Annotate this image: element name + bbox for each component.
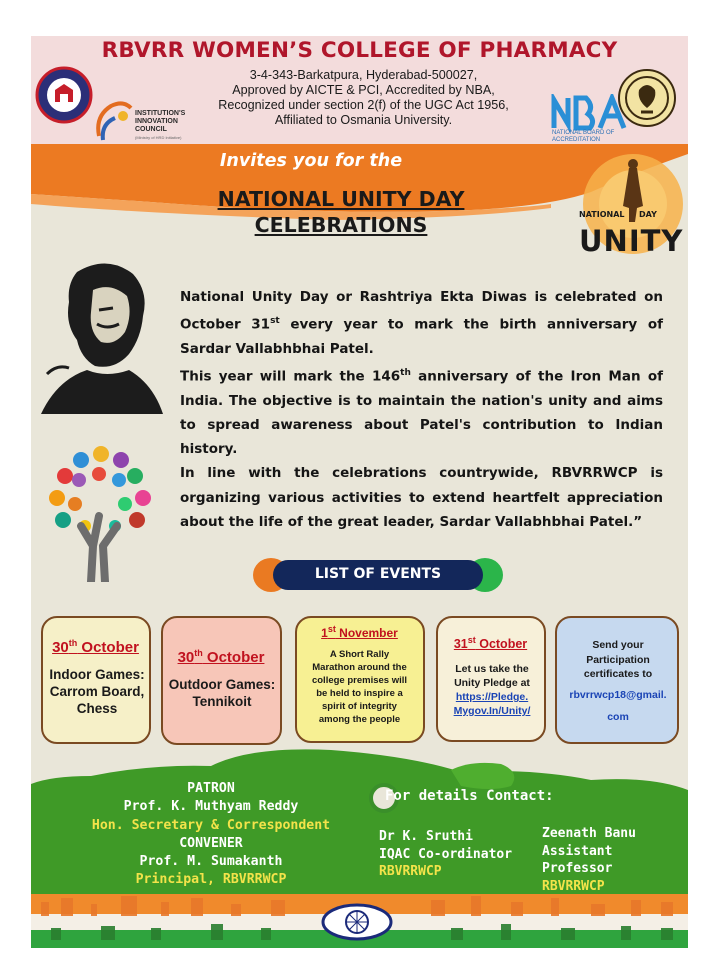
college-emblem-icon	[35, 66, 93, 124]
event-card-outdoor	[161, 616, 282, 745]
contact-role: Assistant Professor	[542, 843, 613, 876]
college-name: RBVRR WOMEN’S COLLEGE OF PHARMACY	[101, 38, 618, 63]
unity-day: DAY	[639, 210, 657, 219]
iic-line: INSTITUTION'S	[135, 110, 186, 117]
contact-org: RBVRRWCP	[542, 878, 605, 894]
patron-name: Prof. K. Muthyam Reddy	[123, 799, 299, 815]
certificate-email[interactable]: rbvrrwcp18@gmail. com	[569, 689, 667, 723]
address-line: Affiliated to Osmania University.	[274, 113, 453, 127]
patel-portrait-illustration	[37, 254, 165, 414]
event-date: 31st October	[453, 635, 528, 652]
unity-national: NATIONAL	[579, 210, 625, 219]
unity-word: UNITY	[579, 224, 684, 258]
patron-role: Hon. Secretary & Correspondent	[91, 817, 331, 833]
contact-org: RBVRRWCP	[379, 864, 442, 879]
event-card-rally	[295, 616, 425, 743]
iic-line: COUNCIL	[135, 126, 167, 133]
description-paragraph: National Unity Day or Rashtriya Ekta Diwas is celebrated on October 31st every year to mark the birth anniversary of Sardar Vallabhbhai Patel.	[180, 289, 663, 357]
contact-person	[379, 828, 512, 881]
iic-line: INNOVATION	[135, 118, 178, 125]
university-seal-icon	[617, 68, 677, 128]
iic-bulb-icon	[93, 96, 135, 144]
event-body: Let us take the Unity Pledge at https://Pledge. Mygov.In/Unity/	[442, 662, 542, 718]
description	[180, 285, 663, 534]
contact-role: IQAC Co-ordinator	[379, 846, 513, 862]
event-body: Indoor Games: Carrom Board, Chess	[49, 667, 145, 716]
event-card-indoor	[41, 616, 151, 744]
address-line: Approved by AICTE & PCI, Accredited by NBA,	[232, 83, 495, 97]
event-date: 30th October	[52, 638, 139, 656]
header	[31, 36, 688, 148]
convener-role: Principal, RBVRRWCP	[135, 872, 287, 888]
address-block	[191, 68, 536, 128]
pledge-link[interactable]: https://Pledge.	[455, 691, 529, 703]
contact-person	[542, 825, 688, 895]
iic-text	[135, 110, 185, 142]
title-line: NATIONAL UNITY DAY	[217, 187, 465, 211]
events-header	[253, 558, 503, 592]
contact-name: Dr K. Sruthi	[379, 829, 473, 844]
contact-name: Zeenath Banu	[542, 826, 636, 841]
event-body: Send your Participation certificates to	[583, 639, 653, 680]
event-body: A Short Rally Marathon around the college premises will be held to inspire a spirit of integrity among the people	[311, 649, 408, 725]
event-body: Outdoor Games: Tennikoit	[168, 677, 276, 709]
title-line: CELEBRATIONS	[254, 213, 428, 237]
patron-label: PATRON	[187, 781, 235, 796]
invites-text: Invites you for the	[219, 151, 403, 171]
pledge-link[interactable]: Mygov.In/Unity/	[453, 705, 531, 717]
description-paragraph: In line with the celebrations countrywide, RBVRRWCP is organizing various activities to extend heartfelt appreciation about the life of the great leader, Sardar Vallabhbhai Patel.”	[180, 465, 663, 530]
tricolor-skyline-banner	[31, 894, 688, 948]
event-card-certificates	[555, 616, 679, 744]
event-title	[151, 186, 531, 238]
patron-block	[81, 780, 341, 890]
convener-name: Prof. M. Sumakanth	[139, 854, 283, 870]
address-line: 3-4-343-Barkatpura, Hyderabad-500027,	[249, 68, 478, 82]
contact-header	[367, 783, 667, 813]
iic-logo	[93, 96, 203, 146]
contact-label: For details Contact:	[385, 788, 554, 804]
nba-sub: NATIONAL BOARD OF ACCREDITATION	[552, 130, 615, 143]
convener-label: CONVENER	[179, 835, 243, 851]
event-date: 1st November	[321, 624, 398, 640]
address-line: Recognized under section 2(f) of the UGC Act 1956,	[218, 98, 509, 112]
hands-tree-illustration	[45, 446, 153, 582]
event-date: 30th October	[177, 648, 265, 666]
iic-sub: (Ministry of HRD Initiative)	[135, 135, 182, 140]
poster	[31, 36, 688, 948]
description-paragraph: This year will mark the 146th anniversary of the Iron Man of India. The objective is to maintain the nation's unity and aims to spread awareness about Patel's contribution to Indian history.	[180, 368, 663, 458]
events-label: LIST OF EVENTS	[314, 566, 442, 582]
event-card-pledge	[436, 616, 546, 742]
